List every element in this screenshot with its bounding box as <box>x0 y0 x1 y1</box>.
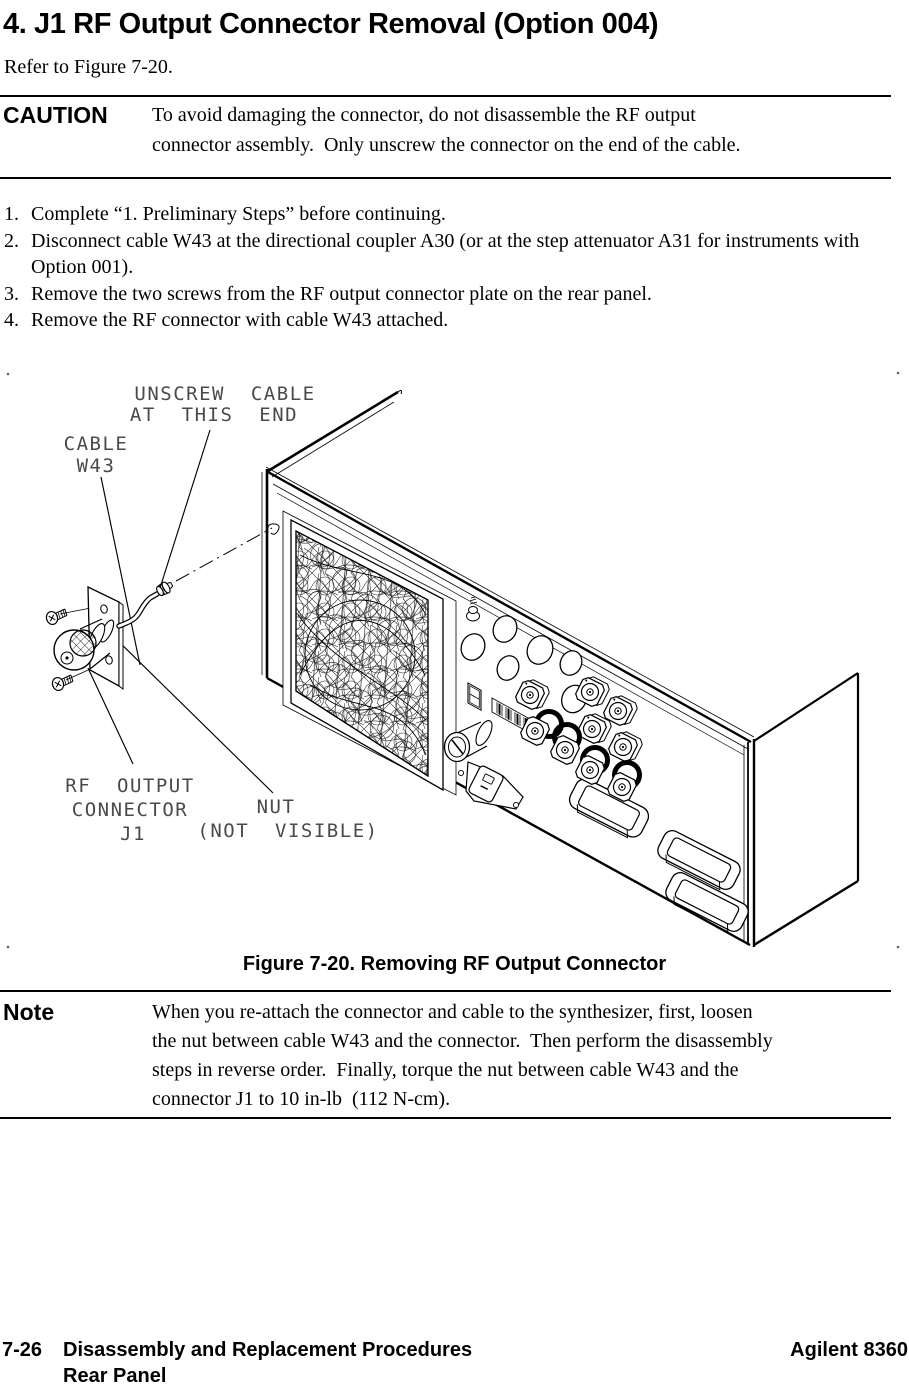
step-item <box>4 201 884 228</box>
step-text: Disconnect cable W43 at the directional coupler A30 (or at the step attenuator A31 for instruments with Option 001). <box>31 229 860 278</box>
divider <box>0 95 891 97</box>
callout-nut: NUT <box>256 796 296 818</box>
step-text: Remove the two screws from the RF output connector plate on the rear panel. <box>31 282 652 305</box>
note-line: connector J1 to 10 in-lb (112 N-cm). <box>152 1088 451 1110</box>
figure-drawing <box>0 365 909 965</box>
dsub-connector <box>565 776 652 843</box>
caution-line: connector assembly. Only unscrew the connector on the end of the cable. <box>152 134 741 156</box>
callout-rf-output-connector: RF OUTPUT <box>65 775 195 797</box>
footer-chapter: Disassembly and Replacement Procedures <box>63 1339 473 1361</box>
cable-centerline <box>176 528 272 581</box>
cable-attach-curl <box>268 524 279 534</box>
callout-rf-output-connector: J1 <box>120 823 146 845</box>
step-number: 2. <box>4 229 19 252</box>
note-line: the nut between cable W43 and the connector. Then perform the disassembly <box>152 1030 773 1052</box>
divider <box>0 990 891 992</box>
note-line: When you re-attach the connector and cable to the synthesizer, first, loosen <box>152 1001 753 1023</box>
caution-line: To avoid damaging the connector, do not disassemble the RF output <box>152 104 696 126</box>
step-number: 4. <box>4 309 19 331</box>
switch-opening <box>468 683 481 710</box>
divider <box>0 1117 891 1119</box>
page-title: 4. J1 RF Output Connector Removal (Option 004) <box>3 8 659 40</box>
intro-text: Refer to Figure 7-20. <box>4 56 173 78</box>
callout-cable-w43: CABLE <box>63 433 129 455</box>
step-item <box>4 281 884 308</box>
note-text <box>152 998 882 1114</box>
step-number: 3. <box>4 282 19 305</box>
footer-brand: Agilent 8360 <box>790 1339 908 1361</box>
callout-unscrew-cable: UNSCREW CABLE <box>134 383 316 405</box>
screw <box>45 607 69 626</box>
footer-section: Rear Panel <box>63 1365 167 1386</box>
steps-list <box>4 201 884 334</box>
step-item <box>4 307 884 334</box>
page-number: 7-26 <box>2 1339 43 1361</box>
divider <box>0 177 891 179</box>
callout-rf-output-connector: CONNECTOR <box>71 799 189 821</box>
step-number: 1. <box>4 203 19 225</box>
caution-label: CAUTION <box>3 102 108 128</box>
fan-grille <box>283 511 456 795</box>
callout-cable-w43: W43 <box>76 455 116 477</box>
callout-nut: (NOT VISIBLE) <box>197 820 379 842</box>
step-item <box>4 228 884 281</box>
caution-text <box>152 100 882 160</box>
note-line: steps in reverse order. Finally, torque the nut between cable W43 and the <box>152 1059 739 1081</box>
screw <box>51 673 75 692</box>
callout-unscrew-cable: AT THIS END <box>129 404 299 426</box>
step-text: Complete “1. Preliminary Steps” before continuing. <box>31 203 446 225</box>
note-label: Note <box>3 999 55 1025</box>
power-inlet <box>458 762 523 809</box>
figure-caption: Figure 7-20. Removing RF Output Connector <box>242 953 667 975</box>
step-text: Remove the RF connector with cable W43 attached. <box>31 309 449 331</box>
rf-connector-assembly <box>45 579 175 692</box>
